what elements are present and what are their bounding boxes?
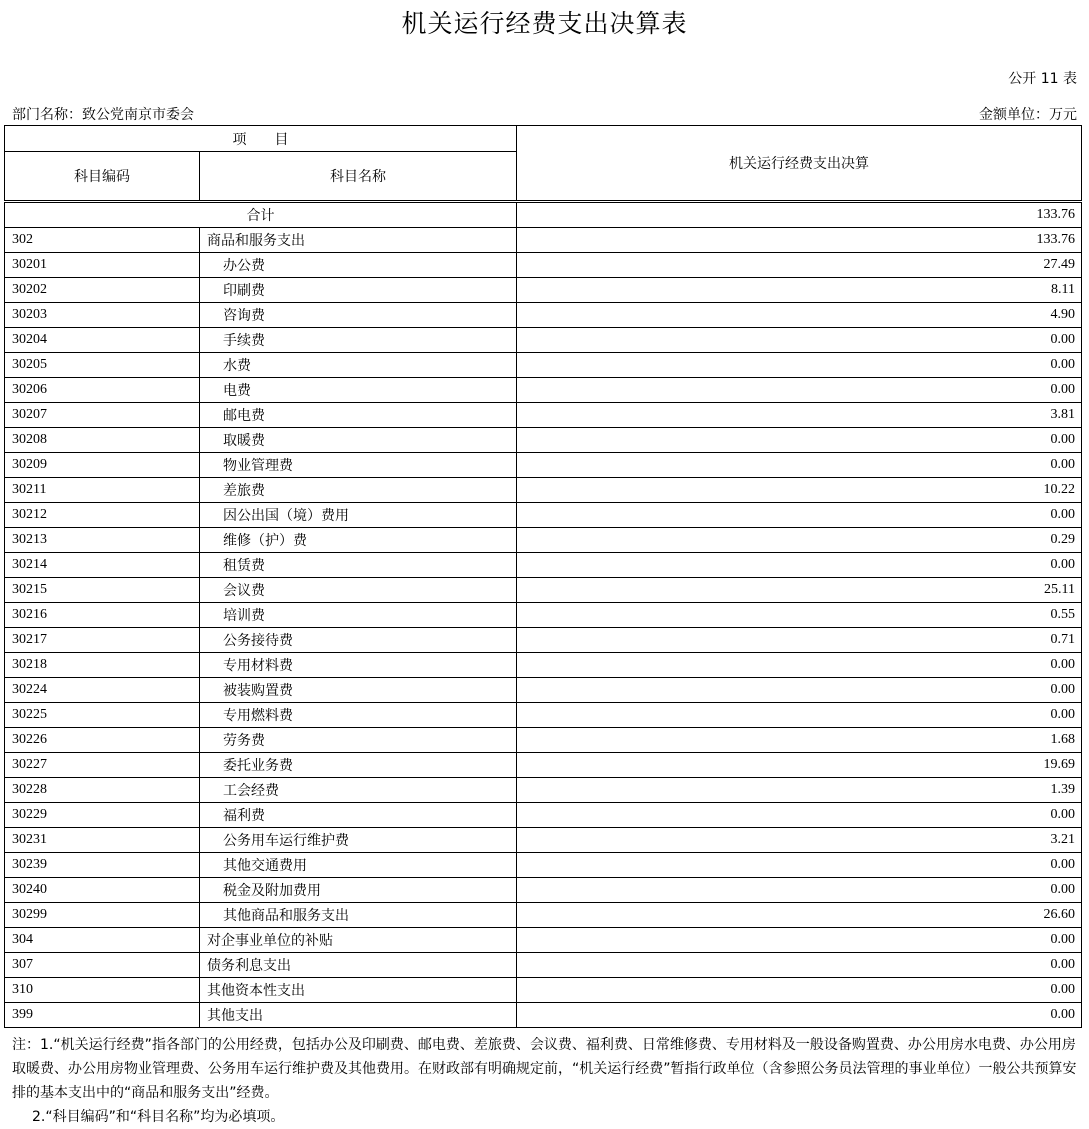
row-name: 公务用车运行维护费 xyxy=(200,828,517,853)
table-row xyxy=(5,853,1082,878)
row-name: 差旅费 xyxy=(200,478,517,503)
row-code: 30207 xyxy=(5,403,200,428)
table-row xyxy=(5,578,1082,603)
table-row xyxy=(5,703,1082,728)
row-name: 水费 xyxy=(200,353,517,378)
table-row xyxy=(5,803,1082,828)
row-code: 30240 xyxy=(5,878,200,903)
row-value: 0.71 xyxy=(517,628,1082,653)
row-name: 咨询费 xyxy=(200,303,517,328)
table-row xyxy=(5,628,1082,653)
row-value: 133.76 xyxy=(517,228,1082,253)
note-2: 2.“科目编码”和“科目名称”均为必填项。 xyxy=(32,1109,285,1125)
row-value: 0.00 xyxy=(517,553,1082,578)
row-name: 福利费 xyxy=(200,803,517,828)
table-row xyxy=(5,528,1082,553)
row-code: 30206 xyxy=(5,378,200,403)
table-row xyxy=(5,303,1082,328)
table-row xyxy=(5,753,1082,778)
row-code: 30231 xyxy=(5,828,200,853)
row-code: 30218 xyxy=(5,653,200,678)
row-code: 30215 xyxy=(5,578,200,603)
row-value: 0.00 xyxy=(517,678,1082,703)
table-row xyxy=(5,828,1082,853)
table-row xyxy=(5,378,1082,403)
row-code: 30203 xyxy=(5,303,200,328)
row-value: 1.39 xyxy=(517,778,1082,803)
row-code: 302 xyxy=(5,228,200,253)
note-1: 注：1.“机关运行经费”指各部门的公用经费，包括办公及印刷费、邮电费、差旅费、会议费、福利费、日常维修费、专用材料及一般设备购置费、办公用房水电费、办公用房取暖费、办公用房物业管理费、公务用车运行维护费及其他费用。在财政部有明确规定前，“机关运行经费”暂指行政单位（含参照公务员法管理的事业单位）一般公共预算安排的基本支出中的“商品和服务支出”经费。 xyxy=(12,1037,1077,1101)
row-name: 维修（护）费 xyxy=(200,528,517,553)
table-row xyxy=(5,278,1082,303)
row-name: 会议费 xyxy=(200,578,517,603)
row-code: 30216 xyxy=(5,603,200,628)
table-row xyxy=(5,228,1082,253)
table-row xyxy=(5,928,1082,953)
table-row xyxy=(5,653,1082,678)
row-name: 其他商品和服务支出 xyxy=(200,903,517,928)
row-value: 0.00 xyxy=(517,653,1082,678)
notes xyxy=(12,1033,1082,1129)
table-row xyxy=(5,553,1082,578)
row-value: 0.00 xyxy=(517,378,1082,403)
header-name: 科目名称 xyxy=(200,152,517,202)
row-value: 0.00 xyxy=(517,328,1082,353)
row-code: 30212 xyxy=(5,503,200,528)
row-value: 0.00 xyxy=(517,503,1082,528)
row-name: 专用材料费 xyxy=(200,653,517,678)
row-value: 0.00 xyxy=(517,453,1082,478)
row-value: 10.22 xyxy=(517,478,1082,503)
row-name: 工会经费 xyxy=(200,778,517,803)
table-row xyxy=(5,678,1082,703)
row-value: 0.00 xyxy=(517,703,1082,728)
row-name: 租赁费 xyxy=(200,553,517,578)
row-name: 邮电费 xyxy=(200,403,517,428)
row-code: 30229 xyxy=(5,803,200,828)
row-code: 30213 xyxy=(5,528,200,553)
row-code: 30214 xyxy=(5,553,200,578)
row-value: 26.60 xyxy=(517,903,1082,928)
row-name: 其他资本性支出 xyxy=(200,978,517,1003)
row-name: 培训费 xyxy=(200,603,517,628)
row-code: 30227 xyxy=(5,753,200,778)
table-row xyxy=(5,403,1082,428)
row-code: 30217 xyxy=(5,628,200,653)
row-name: 取暖费 xyxy=(200,428,517,453)
row-value: 0.00 xyxy=(517,953,1082,978)
row-value: 0.00 xyxy=(517,803,1082,828)
expense-table xyxy=(4,125,1082,1028)
row-code: 30228 xyxy=(5,778,200,803)
row-value: 19.69 xyxy=(517,753,1082,778)
table-row xyxy=(5,603,1082,628)
table-row xyxy=(5,328,1082,353)
row-value: 27.49 xyxy=(517,253,1082,278)
row-code: 304 xyxy=(5,928,200,953)
row-code: 307 xyxy=(5,953,200,978)
header-amount: 机关运行经费支出决算 xyxy=(517,126,1082,202)
row-value: 4.90 xyxy=(517,303,1082,328)
total-row xyxy=(5,202,1082,228)
row-code: 310 xyxy=(5,978,200,1003)
row-code: 30239 xyxy=(5,853,200,878)
row-name: 商品和服务支出 xyxy=(200,228,517,253)
row-code: 30225 xyxy=(5,703,200,728)
row-name: 税金及附加费用 xyxy=(200,878,517,903)
row-value: 1.68 xyxy=(517,728,1082,753)
row-name: 物业管理费 xyxy=(200,453,517,478)
table-row xyxy=(5,453,1082,478)
row-value: 0.00 xyxy=(517,353,1082,378)
form-number: 公开 11 表 xyxy=(1008,71,1077,87)
amount-unit: 金额单位：万元 xyxy=(979,107,1077,123)
row-code: 30211 xyxy=(5,478,200,503)
row-code: 399 xyxy=(5,1003,200,1028)
row-code: 30202 xyxy=(5,278,200,303)
row-name: 被装购置费 xyxy=(200,678,517,703)
row-value: 8.11 xyxy=(517,278,1082,303)
row-value: 0.00 xyxy=(517,928,1082,953)
total-label: 合计 xyxy=(5,202,517,228)
table-row xyxy=(5,903,1082,928)
row-name: 公务接待费 xyxy=(200,628,517,653)
table-row xyxy=(5,503,1082,528)
table-row xyxy=(5,428,1082,453)
row-name: 因公出国（境）费用 xyxy=(200,503,517,528)
table-row xyxy=(5,778,1082,803)
page-title: 机关运行经费支出决算表 xyxy=(401,9,688,38)
row-value: 3.81 xyxy=(517,403,1082,428)
row-value: 0.00 xyxy=(517,853,1082,878)
row-code: 30209 xyxy=(5,453,200,478)
row-value: 0.55 xyxy=(517,603,1082,628)
row-name: 对企事业单位的补贴 xyxy=(200,928,517,953)
table-row xyxy=(5,728,1082,753)
header-row-1 xyxy=(5,126,1082,152)
row-name: 劳务费 xyxy=(200,728,517,753)
row-value: 3.21 xyxy=(517,828,1082,853)
table-row xyxy=(5,878,1082,903)
row-name: 电费 xyxy=(200,378,517,403)
row-name: 债务利息支出 xyxy=(200,953,517,978)
row-value: 0.29 xyxy=(517,528,1082,553)
table-row xyxy=(5,978,1082,1003)
table-row xyxy=(5,478,1082,503)
row-name: 办公费 xyxy=(200,253,517,278)
row-name: 其他支出 xyxy=(200,1003,517,1028)
row-code: 30205 xyxy=(5,353,200,378)
row-code: 30204 xyxy=(5,328,200,353)
row-code: 30208 xyxy=(5,428,200,453)
row-name: 专用燃料费 xyxy=(200,703,517,728)
row-code: 30224 xyxy=(5,678,200,703)
row-name: 手续费 xyxy=(200,328,517,353)
table-row xyxy=(5,1003,1082,1028)
row-value: 25.11 xyxy=(517,578,1082,603)
header-project: 项 目 xyxy=(5,126,517,152)
row-name: 其他交通费用 xyxy=(200,853,517,878)
row-name: 印刷费 xyxy=(200,278,517,303)
row-code: 30299 xyxy=(5,903,200,928)
table-row xyxy=(5,953,1082,978)
department-name: 部门名称：致公党南京市委会 xyxy=(12,107,194,123)
header-code: 科目编码 xyxy=(5,152,200,202)
total-value: 133.76 xyxy=(517,202,1082,228)
table-row xyxy=(5,353,1082,378)
row-value: 0.00 xyxy=(517,428,1082,453)
row-code: 30201 xyxy=(5,253,200,278)
row-value: 0.00 xyxy=(517,978,1082,1003)
row-code: 30226 xyxy=(5,728,200,753)
row-value: 0.00 xyxy=(517,878,1082,903)
table-row xyxy=(5,253,1082,278)
row-value: 0.00 xyxy=(517,1003,1082,1028)
row-name: 委托业务费 xyxy=(200,753,517,778)
